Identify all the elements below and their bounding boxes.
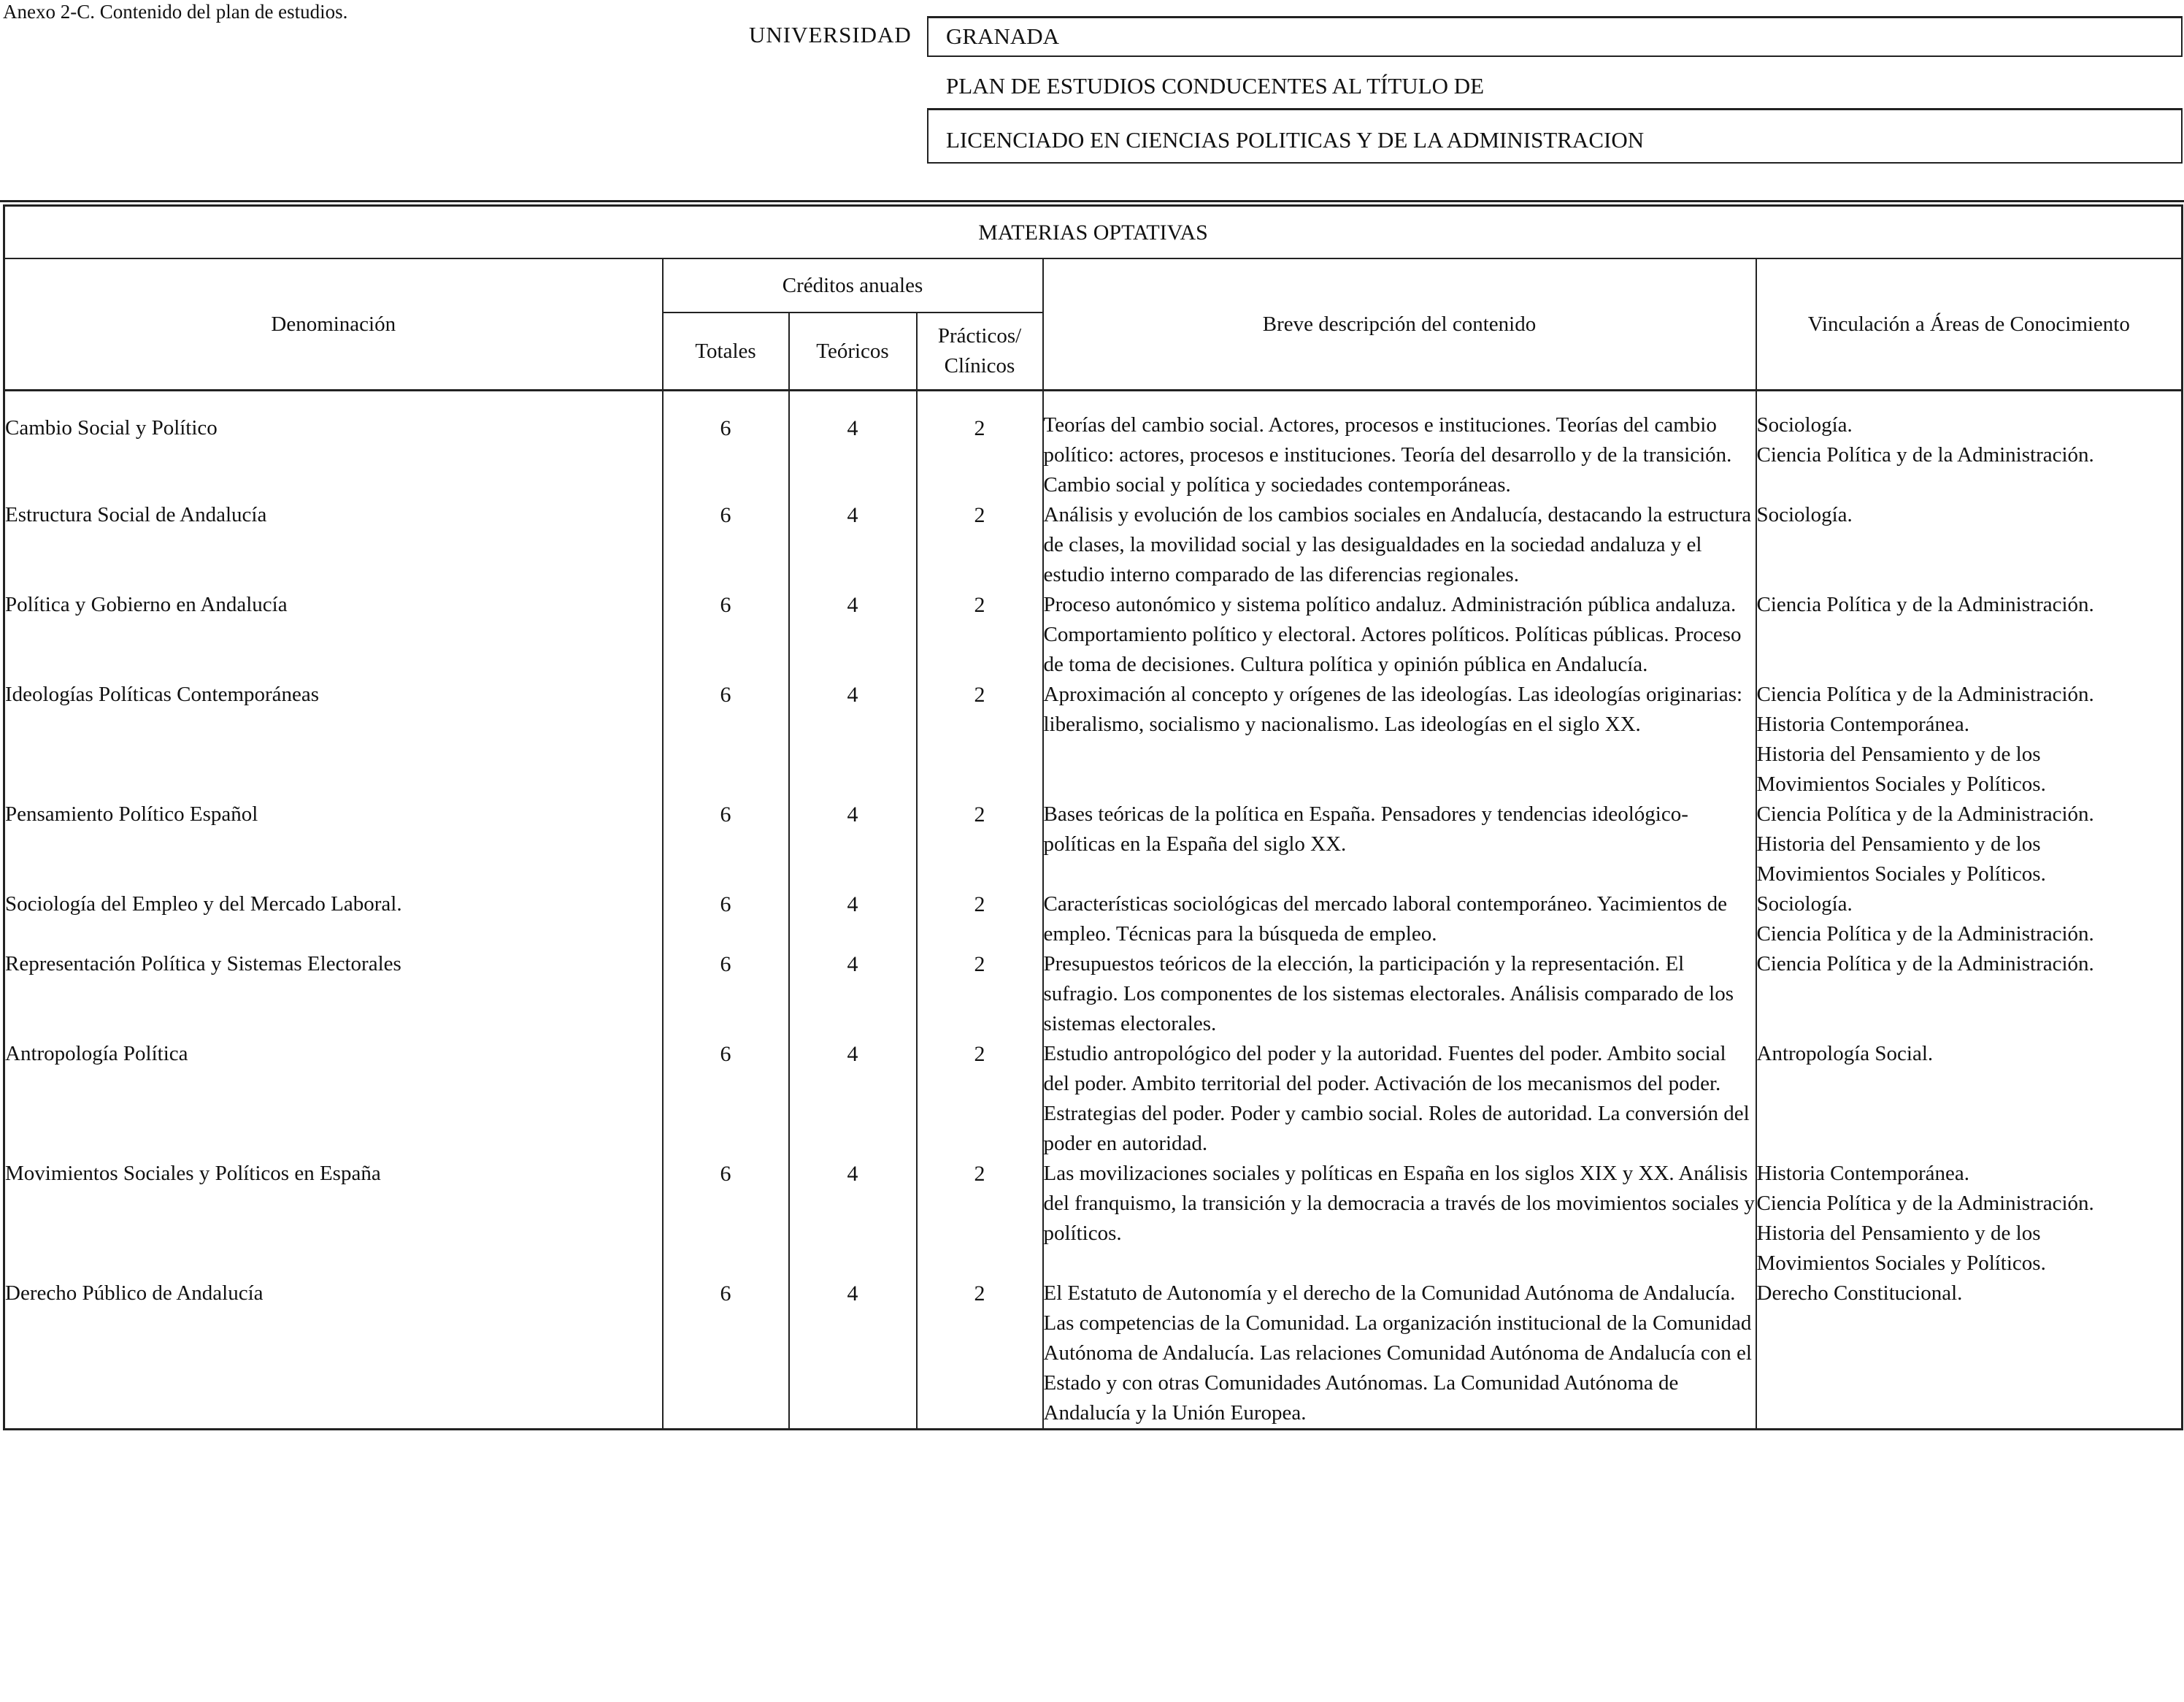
- column-header-theory: Teóricos: [789, 313, 917, 391]
- table-row: [4, 889, 2183, 949]
- credits-total: 6: [663, 590, 789, 680]
- credits-total: 6: [663, 391, 789, 501]
- subject-description: Estudio antropológico del poder y la autoridad. Fuentes del poder. Ambito social del poder. Ambito territorial del poder. Activación de los mecanismos del poder. Estrategias del poder. Poder y cambio social. Roles de autoridad. La conversión del poder en autoridad.: [1043, 1039, 1756, 1159]
- subject-description: Bases teóricas de la política en España. Pensadores y tendencias ideológico-políticas en la España del siglo XX.: [1043, 800, 1756, 889]
- subject-name: Representación Política y Sistemas Electorales: [4, 949, 663, 1039]
- subject-name: Derecho Público de Andalucía: [4, 1279, 663, 1430]
- credits-total: 6: [663, 1279, 789, 1430]
- credits-theory: 4: [789, 680, 917, 800]
- credits-total: 6: [663, 1159, 789, 1279]
- credits-practice: 2: [917, 1039, 1043, 1159]
- credits-total: 6: [663, 1039, 789, 1159]
- university-label: UNIVERSIDAD: [749, 22, 912, 47]
- table-title: MATERIAS OPTATIVAS: [4, 206, 2183, 259]
- subject-name: Sociología del Empleo y del Mercado Laboral.: [4, 889, 663, 949]
- subject-description: Aproximación al concepto y orígenes de las ideologías. Las ideologías originarias: liberalismo, socialismo y nacionalismo. Las ideologías en el siglo XX.: [1043, 680, 1756, 800]
- subject-description: Proceso autonómico y sistema político andaluz. Administración pública andaluza. Comportamiento político y electoral. Actores políticos. Políticas públicas. Proceso de toma de decisiones. Cultura política y opinión pública en Andalucía.: [1043, 590, 1756, 680]
- plan-label: PLAN DE ESTUDIOS CONDUCENTES AL TÍTULO DE: [946, 73, 1485, 99]
- subjects-table: [3, 204, 2183, 1430]
- credits-total: 6: [663, 800, 789, 889]
- knowledge-areas: Ciencia Política y de la Administración.: [1756, 949, 2183, 1039]
- subject-name: Ideologías Políticas Contemporáneas: [4, 680, 663, 800]
- divider: [0, 200, 2184, 202]
- column-header-credits: Créditos anuales: [663, 258, 1043, 313]
- knowledge-areas: Derecho Constitucional.: [1756, 1279, 2183, 1430]
- table-row: [4, 391, 2183, 501]
- column-header-practice: Prácticos/ Clínicos: [917, 313, 1043, 391]
- subject-description: Las movilizaciones sociales y políticas en España en los siglos XIX y XX. Análisis del franquismo, la transición y la democracia a través de los movimientos sociales y políticos.: [1043, 1159, 1756, 1279]
- table-row: [4, 1279, 2183, 1430]
- university-box: GRANADA: [927, 16, 2183, 57]
- credits-theory: 4: [789, 1159, 917, 1279]
- table-row: [4, 500, 2183, 590]
- subject-description: Teorías del cambio social. Actores, procesos e instituciones. Teorías del cambio político: actores, procesos e instituciones. Teoría del desarrollo y de la transición. Cambio social y política y sociedades contemporáneas.: [1043, 391, 1756, 501]
- credits-theory: 4: [789, 391, 917, 501]
- credits-total: 6: [663, 500, 789, 590]
- subject-name: Estructura Social de Andalucía: [4, 500, 663, 590]
- annex-heading: Anexo 2-C. Contenido del plan de estudios.: [3, 1, 348, 23]
- table-row: [4, 800, 2183, 889]
- knowledge-areas: Ciencia Política y de la Administración. Historia del Pensamiento y de los Movimientos Sociales y Políticos.: [1756, 800, 2183, 889]
- subject-name: Pensamiento Político Español: [4, 800, 663, 889]
- table-row: [4, 1159, 2183, 1279]
- knowledge-areas: Sociología. Ciencia Política y de la Administración.: [1756, 889, 2183, 949]
- table-body: [4, 391, 2183, 1430]
- subject-description: Análisis y evolución de los cambios sociales en Andalucía, destacando la estructura de clases, la movilidad social y las desigualdades en la sociedad andaluza y el estudio interno comparado de las diferencias regionales.: [1043, 500, 1756, 590]
- credits-total: 6: [663, 889, 789, 949]
- subject-name: Antropología Política: [4, 1039, 663, 1159]
- knowledge-areas: Ciencia Política y de la Administración.: [1756, 590, 2183, 680]
- knowledge-areas: Sociología.: [1756, 500, 2183, 590]
- table-row: [4, 590, 2183, 680]
- credits-practice: 2: [917, 949, 1043, 1039]
- credits-theory: 4: [789, 800, 917, 889]
- credits-practice: 2: [917, 800, 1043, 889]
- subject-name: Política y Gobierno en Andalucía: [4, 590, 663, 680]
- credits-practice: 2: [917, 500, 1043, 590]
- column-header-total: Totales: [663, 313, 789, 391]
- credits-theory: 4: [789, 889, 917, 949]
- credits-theory: 4: [789, 1039, 917, 1159]
- credits-practice: 2: [917, 1159, 1043, 1279]
- column-header-areas: Vinculación a Áreas de Conocimiento: [1756, 258, 2183, 391]
- degree-title-box: LICENCIADO EN CIENCIAS POLITICAS Y DE LA ADMINISTRACION: [927, 108, 2183, 164]
- credits-practice: 2: [917, 1279, 1043, 1430]
- subject-name: Movimientos Sociales y Políticos en España: [4, 1159, 663, 1279]
- credits-practice: 2: [917, 889, 1043, 949]
- knowledge-areas: Antropología Social.: [1756, 1039, 2183, 1159]
- subject-description: Características sociológicas del mercado laboral contemporáneo. Yacimientos de empleo. Técnicas para la búsqueda de empleo.: [1043, 889, 1756, 949]
- table-row: [4, 680, 2183, 800]
- column-header-description: Breve descripción del contenido: [1043, 258, 1756, 391]
- knowledge-areas: Historia Contemporánea. Ciencia Política y de la Administración. Historia del Pensamiento y de los Movimientos Sociales y Políticos.: [1756, 1159, 2183, 1279]
- credits-theory: 4: [789, 590, 917, 680]
- subject-name: Cambio Social y Político: [4, 391, 663, 501]
- table-row: [4, 949, 2183, 1039]
- credits-practice: 2: [917, 391, 1043, 501]
- table-row: [4, 1039, 2183, 1159]
- credits-theory: 4: [789, 1279, 917, 1430]
- credits-theory: 4: [789, 500, 917, 590]
- knowledge-areas: Sociología. Ciencia Política y de la Administración.: [1756, 391, 2183, 501]
- credits-total: 6: [663, 680, 789, 800]
- subject-description: Presupuestos teóricos de la elección, la participación y la representación. El sufragio. Los componentes de los sistemas electorales. Análisis comparado de los sistemas electorales.: [1043, 949, 1756, 1039]
- credits-practice: 2: [917, 590, 1043, 680]
- knowledge-areas: Ciencia Política y de la Administración. Historia Contemporánea. Historia del Pensamiento y de los Movimientos Sociales y Políticos.: [1756, 680, 2183, 800]
- column-header-name: Denominación: [4, 258, 663, 391]
- credits-theory: 4: [789, 949, 917, 1039]
- subject-description: El Estatuto de Autonomía y el derecho de la Comunidad Autónoma de Andalucía. Las competencias de la Comunidad. La organización institucional de la Comunidad Autónoma de Andalucía. Las relaciones Comunidad Autónoma de Andalucía con el Estado y con otras Comunidades Autónomas. La Comunidad Autónoma de Andalucía y la Unión Europea.: [1043, 1279, 1756, 1430]
- credits-total: 6: [663, 949, 789, 1039]
- credits-practice: 2: [917, 680, 1043, 800]
